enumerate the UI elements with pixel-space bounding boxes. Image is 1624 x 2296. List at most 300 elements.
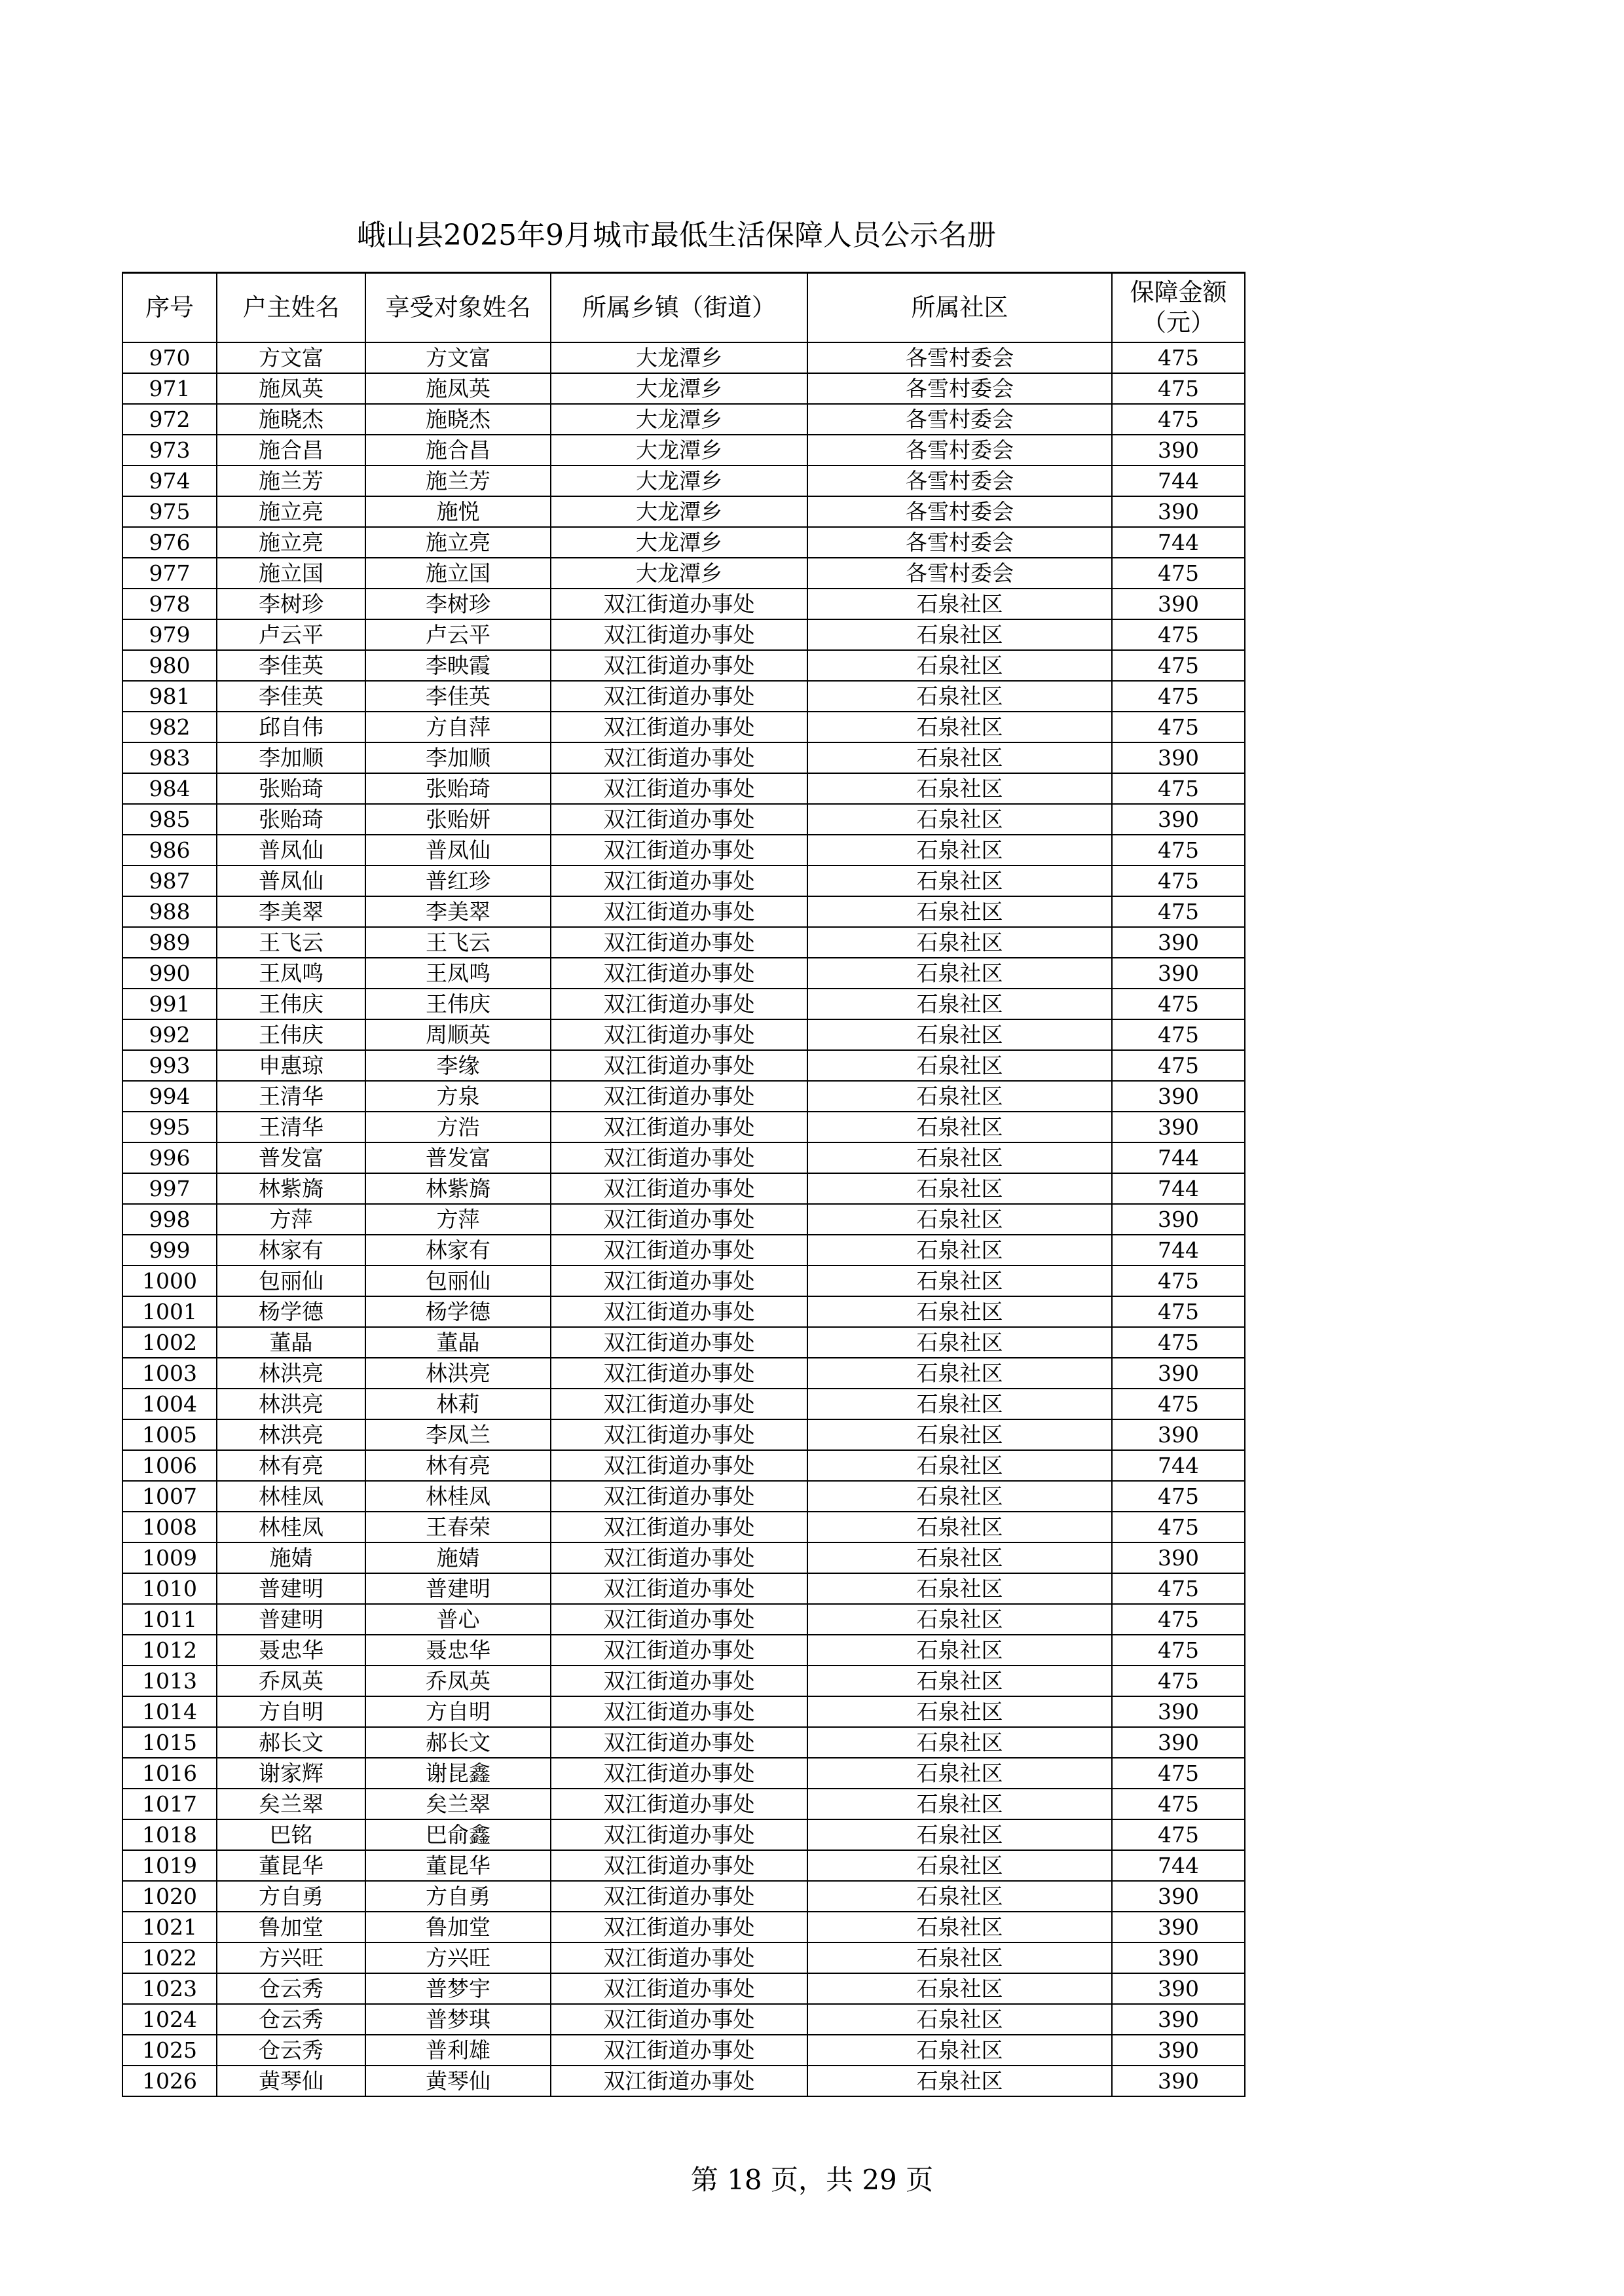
cell-town: 大龙潭乡 [551,527,807,558]
cell-seq: 1018 [122,1819,217,1850]
cell-town: 双江街道办事处 [551,712,807,742]
cell-town: 双江街道办事处 [551,1758,807,1789]
cell-town: 双江街道办事处 [551,2066,807,2096]
cell-household-head: 郝长文 [217,1727,365,1758]
cell-amount: 744 [1112,527,1245,558]
cell-town: 双江街道办事处 [551,619,807,650]
table-row [122,373,1245,404]
header-community: 所属社区 [807,273,1112,343]
cell-town: 双江街道办事处 [551,1542,807,1573]
cell-amount: 744 [1112,465,1245,496]
cell-community: 各雪村委会 [807,465,1112,496]
cell-seq: 989 [122,927,217,958]
cell-community: 石泉社区 [807,1112,1112,1142]
cell-town: 双江街道办事处 [551,1081,807,1112]
cell-amount: 390 [1112,589,1245,619]
table-row [122,1819,1245,1850]
table-row [122,1912,1245,1942]
cell-seq: 976 [122,527,217,558]
cell-seq: 1015 [122,1727,217,1758]
cell-town: 双江街道办事处 [551,1204,807,1235]
cell-seq: 979 [122,619,217,650]
cell-community: 石泉社区 [807,1573,1112,1604]
cell-amount: 475 [1112,404,1245,435]
cell-town: 双江街道办事处 [551,804,807,835]
table-row [122,989,1245,1019]
cell-household-head: 林桂凤 [217,1512,365,1542]
cell-amount: 390 [1112,1204,1245,1235]
cell-seq: 996 [122,1142,217,1173]
table-header [122,273,1245,343]
cell-beneficiary: 林洪亮 [365,1358,551,1389]
cell-community: 石泉社区 [807,1604,1112,1635]
cell-household-head: 方兴旺 [217,1942,365,1973]
table-row [122,1235,1245,1266]
cell-amount: 475 [1112,681,1245,712]
cell-beneficiary: 矣兰翠 [365,1789,551,1819]
cell-community: 石泉社区 [807,1450,1112,1481]
cell-amount: 475 [1112,773,1245,804]
table-row [122,835,1245,866]
cell-amount: 475 [1112,989,1245,1019]
cell-beneficiary: 施晓杰 [365,404,551,435]
cell-amount: 475 [1112,1481,1245,1512]
cell-town: 双江街道办事处 [551,1942,807,1973]
cell-household-head: 施立亮 [217,527,365,558]
cell-beneficiary: 普发富 [365,1142,551,1173]
cell-seq: 1004 [122,1389,217,1419]
table-row [122,896,1245,927]
cell-seq: 994 [122,1081,217,1112]
cell-community: 石泉社区 [807,804,1112,835]
header-row [122,273,1245,343]
table-row [122,2066,1245,2096]
cell-amount: 390 [1112,958,1245,989]
cell-household-head: 普建明 [217,1573,365,1604]
cell-community: 石泉社区 [807,1666,1112,1696]
cell-beneficiary: 李树珍 [365,589,551,619]
cell-household-head: 谢家辉 [217,1758,365,1789]
cell-seq: 983 [122,742,217,773]
cell-beneficiary: 普利雄 [365,2035,551,2066]
cell-town: 双江街道办事处 [551,1235,807,1266]
cell-beneficiary: 周顺英 [365,1019,551,1050]
cell-amount: 390 [1112,804,1245,835]
cell-town: 双江街道办事处 [551,1019,807,1050]
cell-amount: 744 [1112,1850,1245,1881]
cell-town: 双江街道办事处 [551,896,807,927]
cell-community: 石泉社区 [807,742,1112,773]
cell-beneficiary: 普心 [365,1604,551,1635]
cell-seq: 988 [122,896,217,927]
cell-household-head: 聂忠华 [217,1635,365,1666]
cell-amount: 390 [1112,1081,1245,1112]
cell-amount: 390 [1112,1881,1245,1912]
cell-beneficiary: 施婧 [365,1542,551,1573]
cell-amount: 390 [1112,2004,1245,2035]
cell-seq: 984 [122,773,217,804]
page-number: 第 18 页，共 29 页 [690,2164,934,2196]
cell-seq: 1012 [122,1635,217,1666]
table-row [122,681,1245,712]
cell-seq: 1021 [122,1912,217,1942]
cell-community: 石泉社区 [807,1727,1112,1758]
roster-table [122,272,1246,2097]
cell-community: 石泉社区 [807,958,1112,989]
header-seq: 序号 [122,273,217,343]
table-row [122,1942,1245,1973]
cell-seq: 973 [122,435,217,465]
cell-seq: 1007 [122,1481,217,1512]
cell-seq: 992 [122,1019,217,1050]
cell-town: 双江街道办事处 [551,2004,807,2035]
cell-community: 石泉社区 [807,866,1112,896]
cell-seq: 1011 [122,1604,217,1635]
cell-town: 双江街道办事处 [551,1112,807,1142]
table-row [122,1358,1245,1389]
cell-community: 石泉社区 [807,1173,1112,1204]
cell-household-head: 王凤鸣 [217,958,365,989]
cell-seq: 974 [122,465,217,496]
cell-town: 双江街道办事处 [551,958,807,989]
cell-beneficiary: 杨学德 [365,1296,551,1327]
cell-community: 石泉社区 [807,1542,1112,1573]
cell-beneficiary: 方萍 [365,1204,551,1235]
cell-amount: 475 [1112,650,1245,681]
cell-amount: 390 [1112,1727,1245,1758]
cell-household-head: 杨学德 [217,1296,365,1327]
table-row [122,1604,1245,1635]
table-row [122,958,1245,989]
cell-amount: 390 [1112,927,1245,958]
cell-town: 双江街道办事处 [551,1512,807,1542]
cell-town: 大龙潭乡 [551,435,807,465]
cell-seq: 977 [122,558,217,589]
cell-beneficiary: 普建明 [365,1573,551,1604]
cell-beneficiary: 施凤英 [365,373,551,404]
cell-beneficiary: 谢昆鑫 [365,1758,551,1789]
table-row [122,1512,1245,1542]
cell-town: 双江街道办事处 [551,989,807,1019]
cell-community: 各雪村委会 [807,558,1112,589]
cell-beneficiary: 李凤兰 [365,1419,551,1450]
cell-community: 石泉社区 [807,1204,1112,1235]
cell-town: 双江街道办事处 [551,1666,807,1696]
cell-amount: 475 [1112,1296,1245,1327]
cell-amount: 744 [1112,1173,1245,1204]
cell-beneficiary: 林有亮 [365,1450,551,1481]
cell-town: 大龙潭乡 [551,558,807,589]
cell-household-head: 仓云秀 [217,2035,365,2066]
cell-community: 石泉社区 [807,1235,1112,1266]
page-footer [0,2160,1624,2200]
cell-town: 双江街道办事处 [551,1173,807,1204]
cell-household-head: 施立国 [217,558,365,589]
cell-beneficiary: 施合昌 [365,435,551,465]
cell-community: 石泉社区 [807,1266,1112,1296]
cell-seq: 1003 [122,1358,217,1389]
cell-beneficiary: 林家有 [365,1235,551,1266]
cell-town: 大龙潭乡 [551,465,807,496]
cell-amount: 475 [1112,1758,1245,1789]
cell-seq: 997 [122,1173,217,1204]
cell-seq: 1005 [122,1419,217,1450]
cell-community: 石泉社区 [807,712,1112,742]
cell-beneficiary: 王春荣 [365,1512,551,1542]
table-row [122,1666,1245,1696]
cell-seq: 971 [122,373,217,404]
cell-household-head: 方萍 [217,1204,365,1235]
cell-household-head: 施婧 [217,1542,365,1573]
cell-town: 双江街道办事处 [551,1696,807,1727]
table-row [122,527,1245,558]
cell-amount: 390 [1112,1942,1245,1973]
cell-beneficiary: 林桂凤 [365,1481,551,1512]
header-town: 所属乡镇（街道） [551,273,807,343]
cell-amount: 475 [1112,1327,1245,1358]
cell-beneficiary: 方浩 [365,1112,551,1142]
cell-beneficiary: 鲁加堂 [365,1912,551,1942]
table-row [122,1758,1245,1789]
table-row [122,1327,1245,1358]
cell-household-head: 普发富 [217,1142,365,1173]
table-body [122,342,1245,2096]
cell-household-head: 普凤仙 [217,835,365,866]
cell-community: 石泉社区 [807,927,1112,958]
cell-community: 石泉社区 [807,1789,1112,1819]
cell-community: 石泉社区 [807,989,1112,1019]
cell-town: 双江街道办事处 [551,1573,807,1604]
cell-beneficiary: 董晶 [365,1327,551,1358]
cell-amount: 390 [1112,1973,1245,2004]
table-row [122,1142,1245,1173]
cell-beneficiary: 施立亮 [365,527,551,558]
cell-beneficiary: 卢云平 [365,619,551,650]
cell-household-head: 巴铭 [217,1819,365,1850]
cell-town: 双江街道办事处 [551,1296,807,1327]
cell-town: 双江街道办事处 [551,835,807,866]
cell-community: 石泉社区 [807,650,1112,681]
table-row [122,804,1245,835]
cell-community: 各雪村委会 [807,404,1112,435]
cell-amount: 475 [1112,866,1245,896]
cell-amount: 475 [1112,1573,1245,1604]
cell-seq: 993 [122,1050,217,1081]
cell-community: 石泉社区 [807,835,1112,866]
cell-seq: 1008 [122,1512,217,1542]
cell-seq: 986 [122,835,217,866]
cell-town: 双江街道办事处 [551,1881,807,1912]
header-amount-line1: 保障金额 [1130,278,1227,306]
cell-seq: 981 [122,681,217,712]
cell-town: 双江街道办事处 [551,927,807,958]
cell-household-head: 申惠琼 [217,1050,365,1081]
cell-household-head: 李加顺 [217,742,365,773]
cell-household-head: 李树珍 [217,589,365,619]
cell-community: 石泉社区 [807,1481,1112,1512]
cell-amount: 475 [1112,1635,1245,1666]
table-row [122,589,1245,619]
cell-town: 双江街道办事处 [551,1727,807,1758]
cell-community: 石泉社区 [807,1819,1112,1850]
cell-beneficiary: 李美翠 [365,896,551,927]
cell-town: 大龙潭乡 [551,342,807,373]
table-row [122,619,1245,650]
cell-amount: 475 [1112,1266,1245,1296]
table-row [122,1881,1245,1912]
cell-amount: 390 [1112,496,1245,527]
table-row [122,1389,1245,1419]
cell-seq: 1013 [122,1666,217,1696]
cell-amount: 475 [1112,1512,1245,1542]
cell-seq: 1023 [122,1973,217,2004]
table-row [122,1542,1245,1573]
cell-amount: 475 [1112,712,1245,742]
table-row [122,1635,1245,1666]
cell-household-head: 包丽仙 [217,1266,365,1296]
cell-amount: 475 [1112,835,1245,866]
cell-household-head: 王清华 [217,1112,365,1142]
cell-amount: 390 [1112,1358,1245,1389]
cell-beneficiary: 施悦 [365,496,551,527]
cell-beneficiary: 聂忠华 [365,1635,551,1666]
cell-seq: 1019 [122,1850,217,1881]
table-row [122,712,1245,742]
cell-town: 双江街道办事处 [551,1604,807,1635]
table-row [122,1112,1245,1142]
cell-town: 双江街道办事处 [551,1850,807,1881]
table-row [122,1296,1245,1327]
cell-town: 双江街道办事处 [551,1973,807,2004]
cell-amount: 475 [1112,1819,1245,1850]
cell-household-head: 仓云秀 [217,1973,365,2004]
cell-seq: 970 [122,342,217,373]
cell-household-head: 施晓杰 [217,404,365,435]
cell-town: 双江街道办事处 [551,1050,807,1081]
cell-town: 双江街道办事处 [551,681,807,712]
cell-seq: 1002 [122,1327,217,1358]
cell-seq: 1010 [122,1573,217,1604]
cell-household-head: 施兰芳 [217,465,365,496]
cell-beneficiary: 林紫旖 [365,1173,551,1204]
cell-beneficiary: 方兴旺 [365,1942,551,1973]
cell-community: 石泉社区 [807,1296,1112,1327]
cell-beneficiary: 郝长文 [365,1727,551,1758]
cell-amount: 475 [1112,373,1245,404]
cell-amount: 390 [1112,1542,1245,1573]
cell-beneficiary: 张贻妍 [365,804,551,835]
cell-beneficiary: 施立国 [365,558,551,589]
cell-seq: 982 [122,712,217,742]
cell-amount: 475 [1112,1604,1245,1635]
cell-seq: 999 [122,1235,217,1266]
cell-beneficiary: 普梦宇 [365,1973,551,2004]
cell-seq: 1025 [122,2035,217,2066]
cell-beneficiary: 林莉 [365,1389,551,1419]
cell-amount: 390 [1112,1112,1245,1142]
cell-community: 石泉社区 [807,619,1112,650]
cell-community: 石泉社区 [807,1419,1112,1450]
cell-town: 双江街道办事处 [551,1450,807,1481]
cell-beneficiary: 李加顺 [365,742,551,773]
cell-beneficiary: 王凤鸣 [365,958,551,989]
cell-seq: 1026 [122,2066,217,2096]
cell-beneficiary: 王伟庆 [365,989,551,1019]
cell-town: 双江街道办事处 [551,2035,807,2066]
cell-amount: 390 [1112,1912,1245,1942]
cell-community: 各雪村委会 [807,373,1112,404]
cell-community: 石泉社区 [807,1912,1112,1942]
cell-household-head: 王伟庆 [217,1019,365,1050]
table-row [122,650,1245,681]
cell-community: 石泉社区 [807,1512,1112,1542]
table-row [122,1173,1245,1204]
cell-community: 各雪村委会 [807,527,1112,558]
table-row [122,465,1245,496]
cell-community: 石泉社区 [807,2066,1112,2096]
table-row [122,1573,1245,1604]
table-row [122,1204,1245,1235]
cell-amount: 390 [1112,1419,1245,1450]
table-row [122,558,1245,589]
table-row [122,1081,1245,1112]
cell-beneficiary: 普凤仙 [365,835,551,866]
table-row [122,1050,1245,1081]
table-row [122,435,1245,465]
cell-amount: 390 [1112,1696,1245,1727]
cell-community: 各雪村委会 [807,435,1112,465]
cell-household-head: 乔凤英 [217,1666,365,1696]
cell-amount: 390 [1112,2035,1245,2066]
cell-community: 石泉社区 [807,1942,1112,1973]
cell-household-head: 鲁加堂 [217,1912,365,1942]
header-amount [1112,273,1245,343]
cell-seq: 1024 [122,2004,217,2035]
cell-beneficiary: 乔凤英 [365,1666,551,1696]
cell-beneficiary: 李映霞 [365,650,551,681]
header-amount-line2: （元） [1142,308,1215,337]
cell-town: 双江街道办事处 [551,1635,807,1666]
cell-beneficiary: 包丽仙 [365,1266,551,1296]
cell-amount: 475 [1112,558,1245,589]
table-row [122,866,1245,896]
cell-community: 石泉社区 [807,681,1112,712]
table-row [122,927,1245,958]
cell-seq: 1001 [122,1296,217,1327]
cell-household-head: 黄琴仙 [217,2066,365,2096]
cell-beneficiary: 方自萍 [365,712,551,742]
cell-seq: 998 [122,1204,217,1235]
cell-household-head: 张贻琦 [217,773,365,804]
cell-community: 石泉社区 [807,1696,1112,1727]
cell-seq: 1016 [122,1758,217,1789]
cell-town: 大龙潭乡 [551,496,807,527]
cell-household-head: 林紫旖 [217,1173,365,1204]
cell-seq: 1009 [122,1542,217,1573]
cell-community: 石泉社区 [807,1327,1112,1358]
cell-household-head: 施凤英 [217,373,365,404]
table-row [122,1481,1245,1512]
table-row [122,1450,1245,1481]
cell-community: 石泉社区 [807,1635,1112,1666]
cell-household-head: 仓云秀 [217,2004,365,2035]
cell-beneficiary: 巴俞鑫 [365,1819,551,1850]
cell-household-head: 方自勇 [217,1881,365,1912]
cell-town: 双江街道办事处 [551,1481,807,1512]
cell-beneficiary: 董昆华 [365,1850,551,1881]
cell-community: 石泉社区 [807,1758,1112,1789]
cell-beneficiary: 李缘 [365,1050,551,1081]
